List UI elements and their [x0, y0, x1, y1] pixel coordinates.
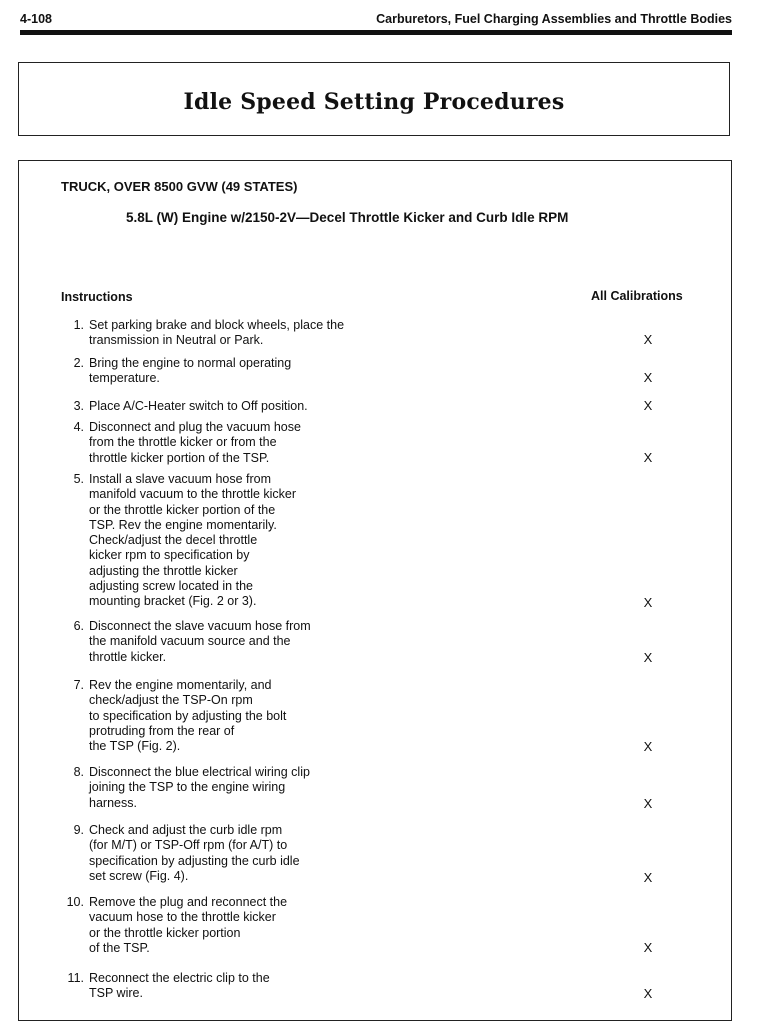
section-heading: TRUCK, OVER 8500 GVW (49 STATES) [61, 179, 298, 194]
step-number: 2. [73, 356, 84, 370]
running-header-title: Carburetors, Fuel Charging Assemblies and Throttle Bodies [376, 12, 732, 26]
calibration-mark: X [643, 940, 653, 955]
calibration-mark: X [643, 370, 653, 385]
step-text: Rev the engine momentarily, and check/adjust the TSP-On rpm to specification by adjusting the bolt protruding from the rear of the TSP (Fig. 2). [89, 678, 287, 754]
title-box [18, 62, 730, 136]
step-number: 4. [73, 420, 84, 434]
step-text: Reconnect the electric clip to the TSP wire. [89, 971, 270, 1001]
calibrations-column-header: All Calibrations [591, 289, 683, 303]
calibration-mark: X [643, 796, 653, 811]
step-number: 8. [73, 765, 84, 779]
step-number: 9. [73, 823, 84, 837]
header-rule [20, 30, 732, 35]
calibration-mark: X [643, 650, 653, 665]
step-number: 11. [67, 971, 84, 985]
page-title: Idle Speed Setting Procedures [183, 89, 565, 115]
instructions-column-header: Instructions [61, 290, 133, 304]
step-text: Bring the engine to normal operating temperature. [89, 356, 292, 386]
step-text: Disconnect the slave vacuum hose from the manifold vacuum source and the throttle kicker. [89, 619, 311, 664]
step-text: Remove the plug and reconnect the vacuum hose to the throttle kicker or the throttle kicker portion of the TSP. [89, 895, 288, 955]
step-number: 1. [73, 318, 84, 332]
engine-subheading: 5.8L (W) Engine w/2150-2V—Decel Throttle Kicker and Curb Idle RPM [126, 210, 569, 225]
step-text: Set parking brake and block wheels, place the transmission in Neutral or Park. [89, 318, 345, 348]
step-text: Disconnect and plug the vacuum hose from the throttle kicker or from the throttle kicker portion of the TSP. [89, 420, 301, 465]
step-number: 6. [73, 619, 84, 633]
step-number: 10. [66, 895, 84, 909]
step-number: 3. [73, 399, 84, 413]
step-text: Disconnect the blue electrical wiring clip joining the TSP to the engine wiring harness. [89, 765, 310, 810]
step-number: 7. [73, 678, 84, 692]
step-text: Install a slave vacuum hose from manifold vacuum to the throttle kicker or the throttle kicker portion of the TSP. Rev the engine momentarily. Check/adjust the decel throttle kicker rpm to specification by adjusting the throttle kicker adjusting screw located in the mounting bracket (Fig. 2 or 3). [89, 472, 297, 609]
procedure-box [18, 160, 732, 1021]
step-text: Check and adjust the curb idle rpm (for M/T) or TSP-Off rpm (for A/T) to specification by adjusting the curb idle set screw (Fig. 4). [89, 823, 300, 883]
calibration-mark: X [643, 986, 653, 1001]
step-text: Place A/C-Heater switch to Off position. [89, 399, 308, 413]
calibration-mark: X [643, 450, 653, 465]
calibration-mark: X [643, 398, 653, 413]
page-number: 4-108 [20, 12, 52, 26]
step-number: 5. [73, 472, 84, 486]
page-header [20, 12, 732, 30]
calibration-mark: X [643, 332, 653, 347]
calibration-mark: X [643, 870, 653, 885]
calibration-mark: X [643, 739, 653, 754]
calibration-mark: X [643, 595, 653, 610]
